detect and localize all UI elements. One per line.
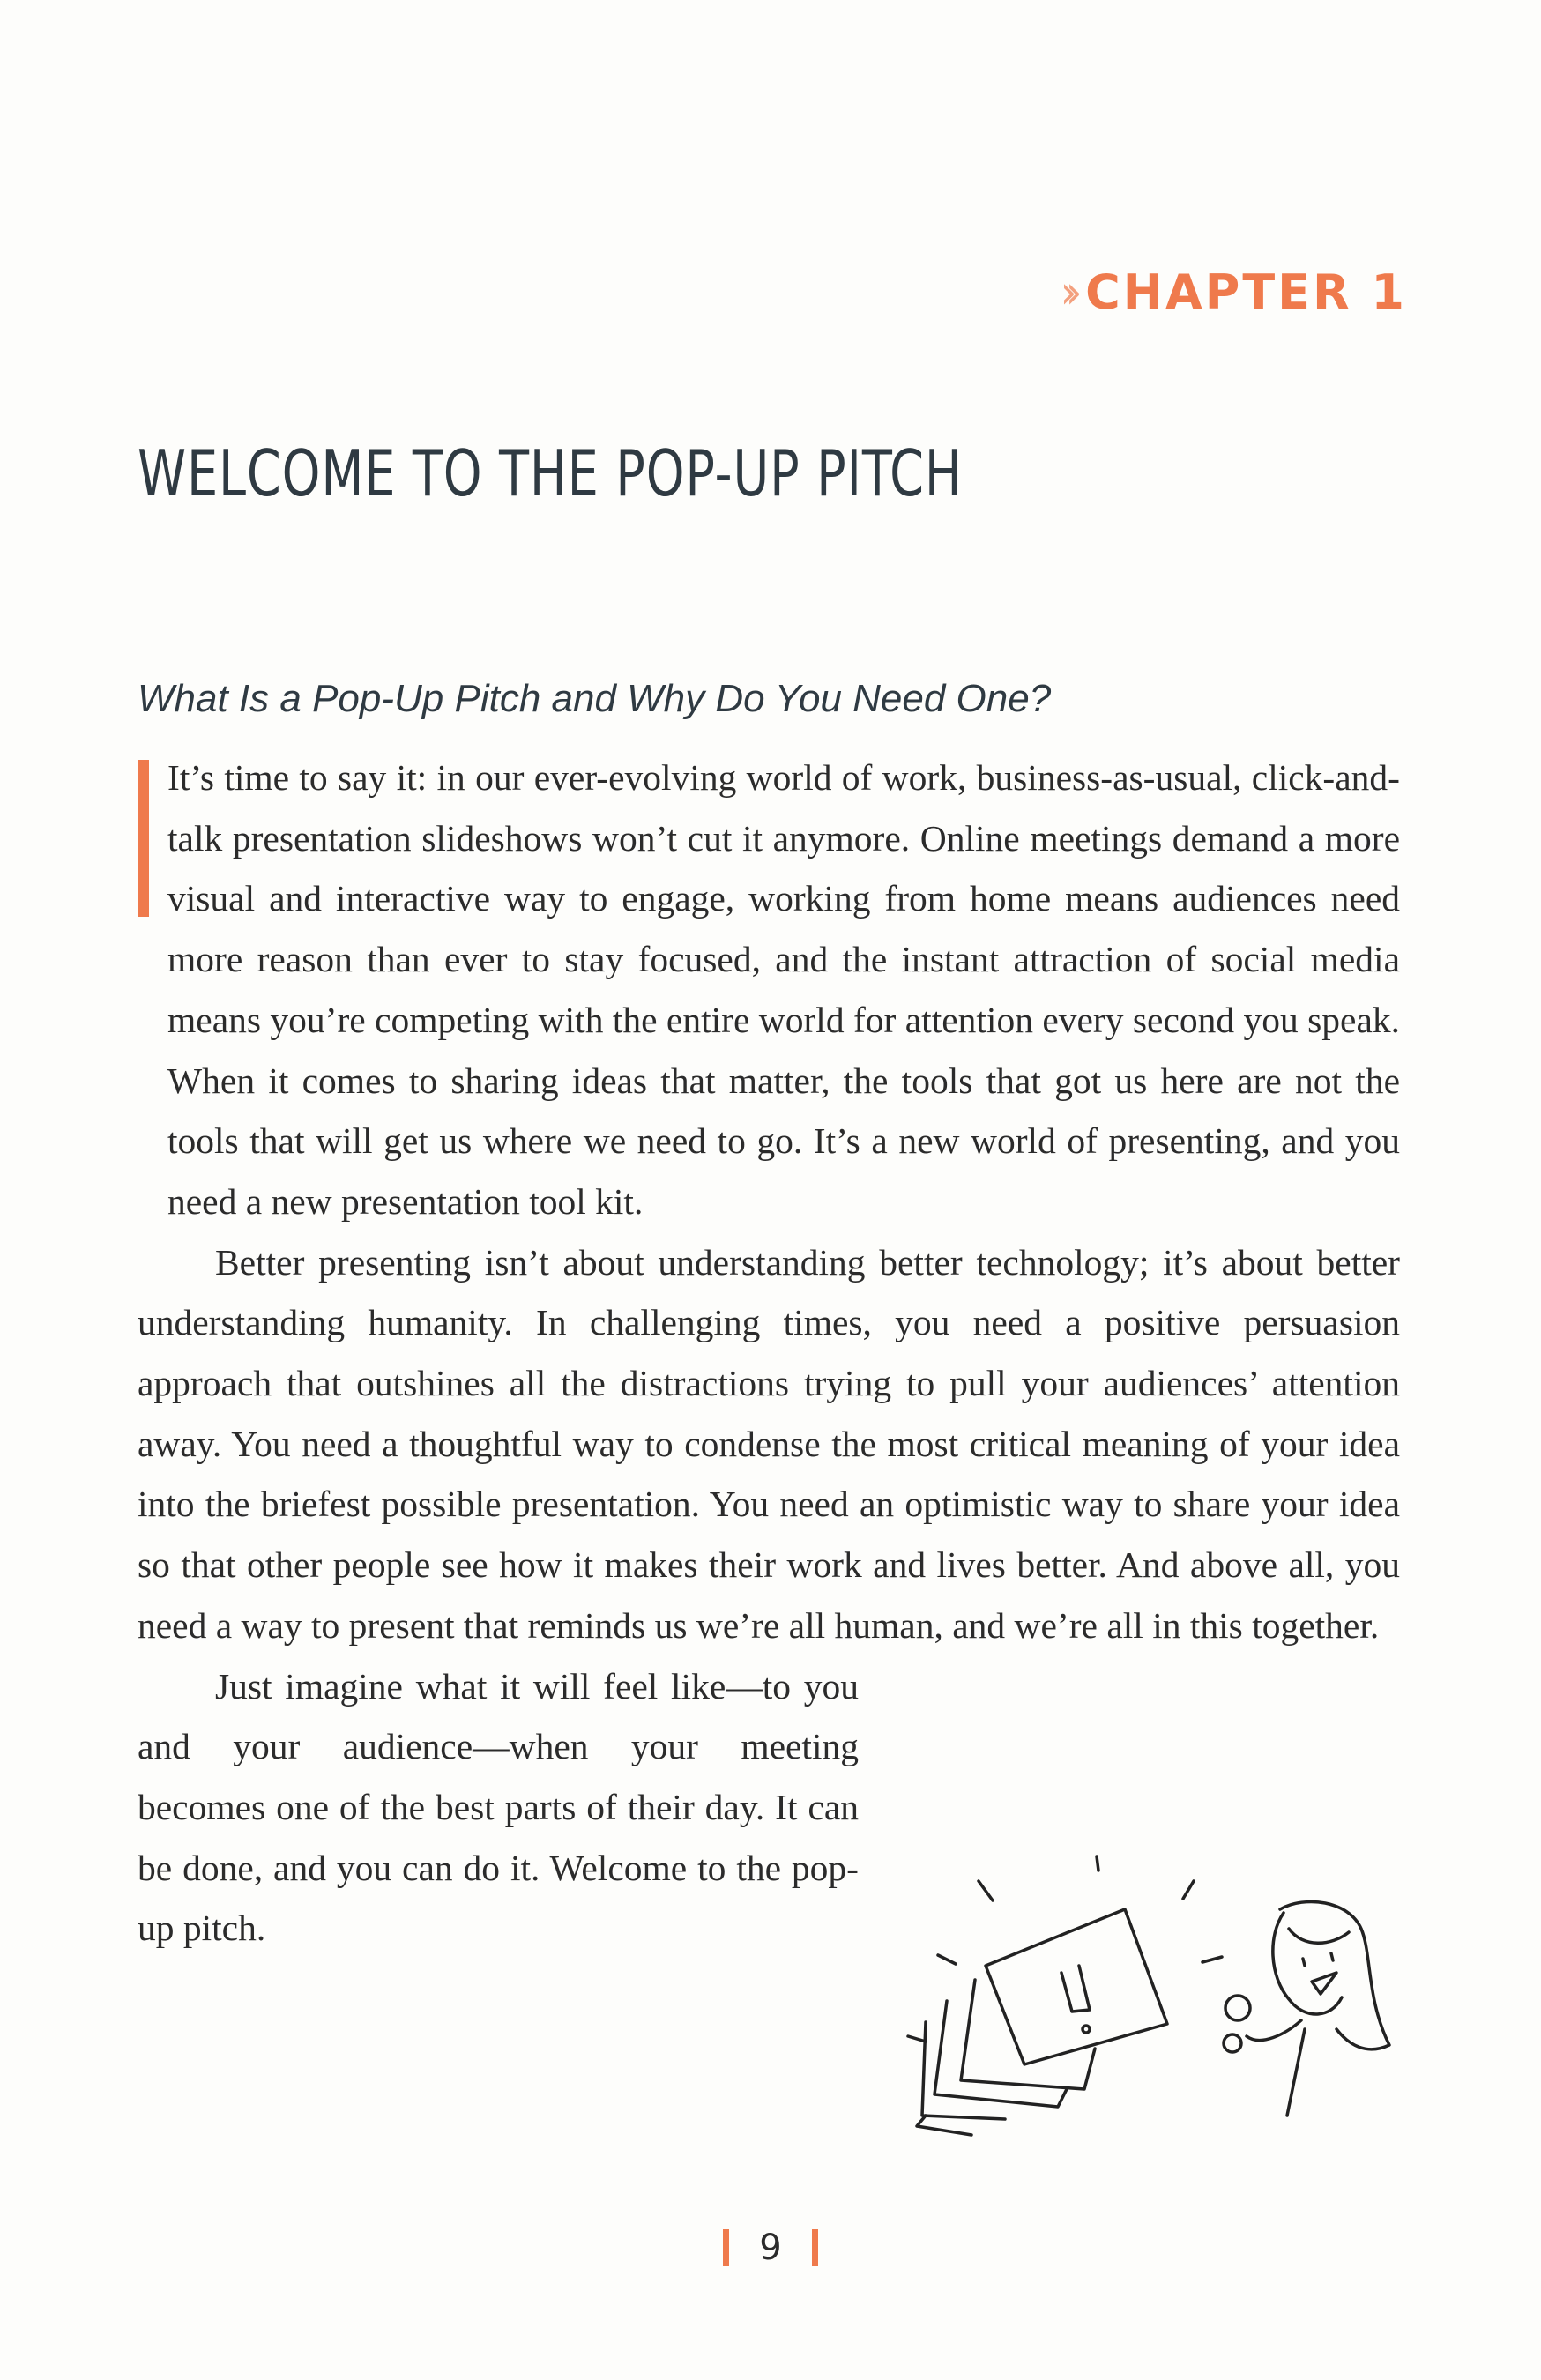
presenter-with-popup-slides-icon (890, 1825, 1419, 2160)
paragraph-2: Better presenting isn’t about understanding better technology; it’s about better understanding humanity. In challenging times, you need a positive persuasion approach that outshines all the distractions trying to pull your audiences’ attention away. You need a thoughtful way to condense the most critical meaning of your idea into the briefest possible presentation. You need an optimistic way to share your idea so that other people see how it makes their work and lives better. And above all, you need a way to present that reminds us we’re all human, and we’re all in this together. (138, 1241, 1400, 1646)
paragraph-3: Just imagine what it will feel like—to you and your audience—when your meeting becomes one of the best parts of their day. It can be done, and you can do it. Welcome to the pop-up pitch. (138, 1665, 859, 1949)
drop-cap-i (138, 760, 149, 917)
paragraph-1-text: It’s time to say it: in our ever-evolving world of work, business-as-usual, click-and-talk presentation slideshows won’t cut it anymore. Online meetings demand a more visual and interactive way to engage, working from home means audiences need more reason than ever to stay focused, and the instant attraction of social media means you’re competing with the entire world for attention every second you speak. When it comes to sharing ideas that matter, the tools that got us here are not the tools that will get us where we need to go. It’s a new world of presenting, and you need a new presentation tool kit. (168, 757, 1400, 1222)
page-number (0, 2226, 1541, 2268)
chapter-label (1060, 264, 1407, 320)
section-heading: What Is a Pop-Up Pitch and Why Do You Need One? (138, 677, 1052, 720)
paragraph-1 (138, 747, 1400, 1232)
double-chevron-right-icon: ›› (1060, 265, 1071, 319)
page-number-left-bar (723, 2229, 729, 2266)
chapter-number-text: CHAPTER 1 (1085, 264, 1407, 320)
chapter-title: WELCOME TO THE POP-UP PITCH (138, 436, 963, 510)
page-number-right-bar (812, 2229, 818, 2266)
page-number-text: 9 (759, 2228, 782, 2268)
body-text (138, 747, 1400, 1959)
